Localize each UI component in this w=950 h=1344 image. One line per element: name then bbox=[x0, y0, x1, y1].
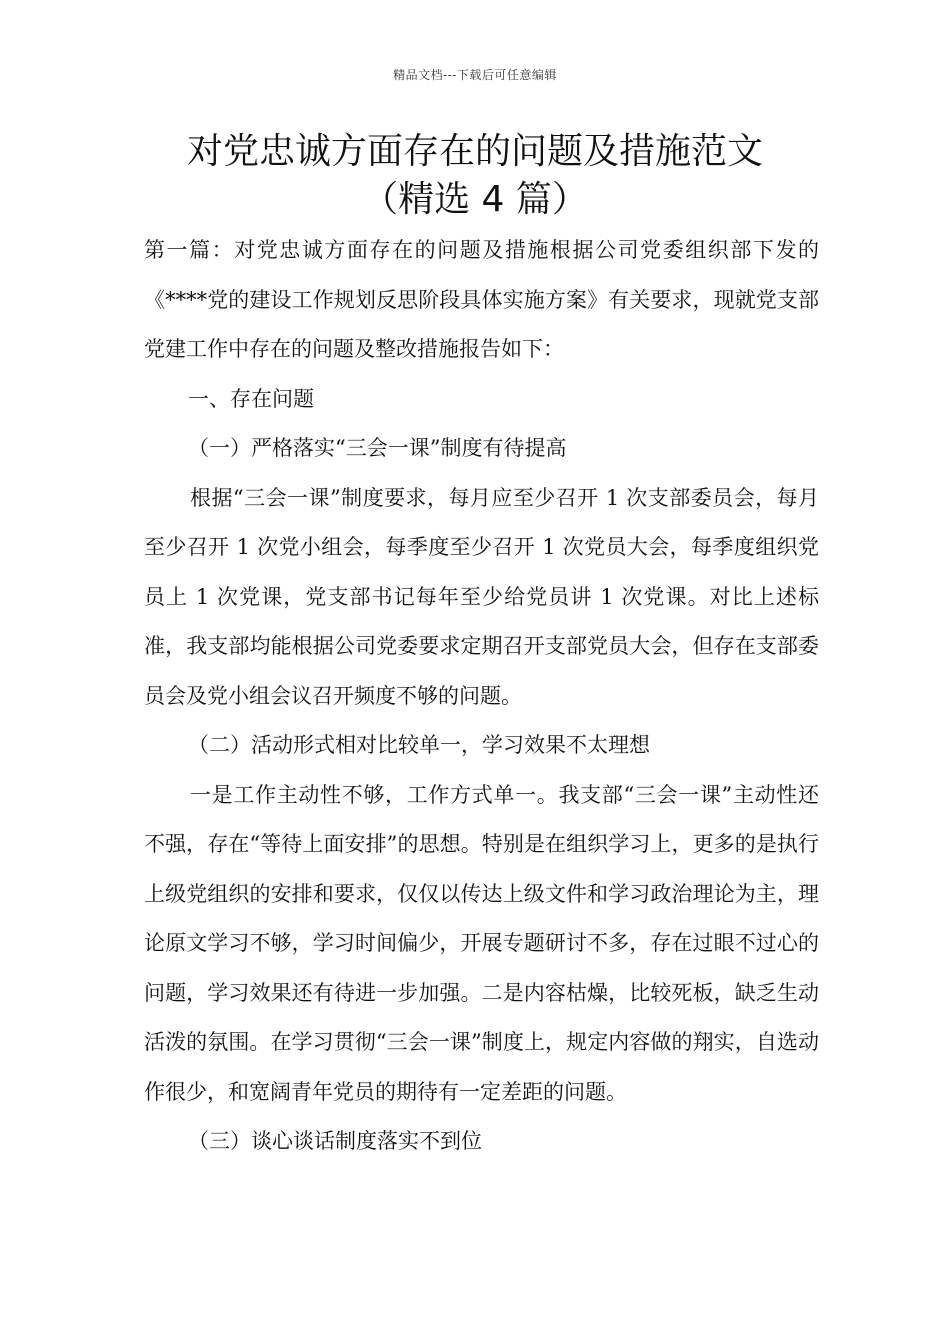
title-line-1: 对党忠诚方面存在的问题及措施范文 bbox=[186, 131, 763, 172]
title-line-2: （精选 4 篇） bbox=[362, 179, 588, 220]
subsection-heading-1: （一）严格落实“三会一课”制度有待提高 bbox=[188, 436, 567, 460]
header-note: 精品文档---下载后可任意编辑 bbox=[393, 68, 557, 82]
intro-paragraph: 第一篇：对党忠诚方面存在的问题及措施根据公司党委组织部下发的《****党的建设工作规划反思阶段具体实施方案》有关要求，现就党支部党建工作中存在的问题及整改措施报告如下： bbox=[144, 238, 819, 361]
subsection-heading-2: （二）活动形式相对比较单一，学习效果不太理想 bbox=[188, 733, 650, 757]
subsection-paragraph-1: 根据“三会一课”制度要求，每月应至少召开 1 次支部委员会，每月至少召开 1 次党小组会，每季度至少召开 1 次党员大会，每季度组织党员上 1 次党课，党支部书记每年至少给党员讲 1 次党课。对比上述标准，我支部均能根据公司党委要求定期召开支部党员大会，但存在支部委员会及党小组会议召开频度不够的问题。 bbox=[144, 485, 819, 708]
section-heading-problems: 一、存在问题 bbox=[188, 386, 314, 411]
subsection-heading-3: （三）谈心谈话制度落实不到位 bbox=[188, 1129, 482, 1153]
subsection-paragraph-2: 一是工作主动性不够，工作方式单一。我支部“三会一课”主动性还不强，存在“等待上面安排”的思想。特别是在组织学习上，更多的是执行上级党组织的安排和要求，仅仅以传达上级文件和学习政治理论为主，理论原文学习不够，学习时间偏少，开展专题研讨不多，存在过眼不过心的问题，学习效果还有待进一步加强。二是内容枯燥，比较死板，缺乏生动活泼的氛围。在学习贯彻“三会一课”制度上，规定内容做的翔实，自选动作很少，和宽阔青年党员的期待有一定差距的问题。 bbox=[144, 782, 819, 1104]
document-body bbox=[144, 226, 819, 1167]
document-title bbox=[60, 128, 890, 224]
